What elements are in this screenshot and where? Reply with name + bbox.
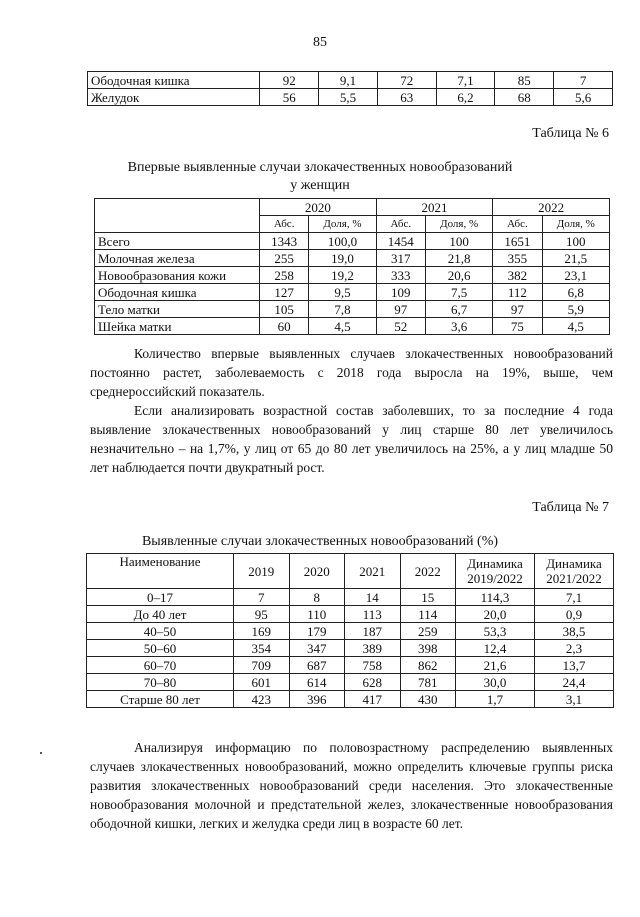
header-cell: 2020	[289, 554, 345, 589]
table6	[94, 198, 610, 335]
cell: 6,7	[425, 301, 492, 318]
cell: 1651	[493, 233, 542, 250]
table-row	[95, 284, 610, 301]
cell: 105	[260, 301, 309, 318]
cell: 109	[376, 284, 425, 301]
cell: 2,3	[535, 640, 614, 657]
cell: 628	[345, 674, 401, 691]
subheader-cell: Абс.	[260, 216, 309, 233]
cell: 97	[376, 301, 425, 318]
cell: 7,5	[425, 284, 492, 301]
cell: 601	[234, 674, 290, 691]
row-name: До 40 лет	[87, 606, 234, 623]
subheader-cell: Доля, %	[309, 216, 376, 233]
paragraph-2: Если анализировать возрастной состав заболевших, то за последние 4 года выявление злокачественных новообразований у лиц старше 80 лет увеличилось незначительно – на 1,7%, у лиц от 65 до 80 лет увеличилось на 25%, а у лиц младше 50 лет наблюдается почти двукратный рост.	[90, 403, 613, 475]
table-row	[87, 640, 614, 657]
row-name: Молочная железа	[95, 250, 260, 267]
table-header-row	[87, 554, 614, 589]
cell: 100	[542, 233, 609, 250]
cell: 38,5	[535, 623, 614, 640]
table-row	[95, 233, 610, 250]
cell: 52	[376, 318, 425, 335]
cell: 21,6	[456, 657, 535, 674]
paragraph-1: Количество впервые выявленных случаев злокачественных новообразований постоянно растет, заболеваемость с 2018 года выросла на 19%, выше, чем среднероссийский показатель.	[90, 346, 613, 399]
row-name: Старше 80 лет	[87, 691, 234, 708]
cell: 9,1	[319, 72, 378, 89]
row-name: Шейка матки	[95, 318, 260, 335]
paragraph-3: Анализируя информацию по половозрастному распределению выявленных случаев злокачественных новообразований, можно определить ключевые группы риска развития злокачественных новообразований среди населения. Это злокачественные новообразования молочной и предстательной желез, злокачественные новообразования ободочной кишки, легких и желудка среди лиц в возрасте 60 лет.	[90, 740, 613, 831]
cell: 5,5	[319, 89, 378, 106]
continued-table	[87, 71, 613, 106]
cell: 7,1	[436, 72, 495, 89]
table6-label: Таблица № 6	[532, 126, 609, 141]
cell: 6,8	[542, 284, 609, 301]
cell: 21,8	[425, 250, 492, 267]
cell: 389	[345, 640, 401, 657]
row-name: Желудок	[88, 89, 260, 106]
cell: 30,0	[456, 674, 535, 691]
subheader-cell: Доля, %	[542, 216, 609, 233]
cell: 53,3	[456, 623, 535, 640]
subheader-cell: Абс.	[376, 216, 425, 233]
cell: 354	[234, 640, 290, 657]
table-row	[95, 267, 610, 284]
cell: 255	[260, 250, 309, 267]
cell: 13,7	[535, 657, 614, 674]
cell: 7	[554, 72, 613, 89]
cell: 85	[495, 72, 554, 89]
cell: 6,2	[436, 89, 495, 106]
cell: 56	[260, 89, 319, 106]
cell: 1343	[260, 233, 309, 250]
cell: 113	[345, 606, 401, 623]
header-year: 2022	[493, 199, 610, 216]
table-row	[95, 301, 610, 318]
cell: 417	[345, 691, 401, 708]
cell: 114	[400, 606, 456, 623]
table-row	[87, 674, 614, 691]
cell: 63	[377, 89, 436, 106]
row-name: 40–50	[87, 623, 234, 640]
header-cell: 2021	[345, 554, 401, 589]
header-year: 2021	[376, 199, 493, 216]
header-cell: Динамика 2021/2022	[535, 554, 614, 589]
cell: 60	[260, 318, 309, 335]
cell: 3,6	[425, 318, 492, 335]
table-header-row	[95, 199, 610, 216]
cell: 15	[400, 589, 456, 606]
cell: 179	[289, 623, 345, 640]
header-cell: 2019	[234, 554, 290, 589]
scan-mark	[40, 752, 42, 754]
cell: 24,4	[535, 674, 614, 691]
table7-title: Выявленные случаи злокачественных новообразований (%)	[141, 534, 499, 549]
cell: 21,5	[542, 250, 609, 267]
cell: 19,0	[309, 250, 376, 267]
cell: 95	[234, 606, 290, 623]
page-number: 85	[313, 35, 327, 50]
table-row	[87, 606, 614, 623]
table-row	[88, 72, 613, 89]
cell: 317	[376, 250, 425, 267]
cell: 1454	[376, 233, 425, 250]
header-cell: Динамика 2019/2022	[456, 554, 535, 589]
row-name: Всего	[95, 233, 260, 250]
cell: 258	[260, 267, 309, 284]
cell: 169	[234, 623, 290, 640]
cell: 709	[234, 657, 290, 674]
table-row	[87, 657, 614, 674]
cell: 114,3	[456, 589, 535, 606]
row-name: Ободочная кишка	[95, 284, 260, 301]
table-row	[88, 89, 613, 106]
cell: 112	[493, 284, 542, 301]
table-row	[95, 250, 610, 267]
cell: 781	[400, 674, 456, 691]
row-name: 0–17	[87, 589, 234, 606]
cell: 333	[376, 267, 425, 284]
cell: 92	[260, 72, 319, 89]
table7-label: Таблица № 7	[532, 500, 609, 515]
cell: 68	[495, 89, 554, 106]
cell: 423	[234, 691, 290, 708]
cell: 127	[260, 284, 309, 301]
cell: 382	[493, 267, 542, 284]
cell: 355	[493, 250, 542, 267]
header-year: 2020	[260, 199, 377, 216]
cell: 4,5	[542, 318, 609, 335]
table6-title: Впервые выявленные случаи злокачественных новообразований	[127, 160, 513, 175]
cell: 430	[400, 691, 456, 708]
cell: 0,9	[535, 606, 614, 623]
cell: 14	[345, 589, 401, 606]
cell: 12,4	[456, 640, 535, 657]
cell: 7,1	[535, 589, 614, 606]
cell: 19,2	[309, 267, 376, 284]
row-name: Ободочная кишка	[88, 72, 260, 89]
cell: 97	[493, 301, 542, 318]
table-row	[95, 318, 610, 335]
cell: 75	[493, 318, 542, 335]
header-cell: 2022	[400, 554, 456, 589]
table7	[86, 553, 614, 708]
cell: 614	[289, 674, 345, 691]
cell: 5,6	[554, 89, 613, 106]
row-name: 70–80	[87, 674, 234, 691]
cell: 4,5	[309, 318, 376, 335]
cell: 3,1	[535, 691, 614, 708]
cell: 758	[345, 657, 401, 674]
cell: 7	[234, 589, 290, 606]
cell: 1,7	[456, 691, 535, 708]
cell: 100	[425, 233, 492, 250]
cell: 20,6	[425, 267, 492, 284]
cell: 5,9	[542, 301, 609, 318]
cell: 259	[400, 623, 456, 640]
row-name: Тело матки	[95, 301, 260, 318]
header-cell-empty	[95, 199, 260, 233]
cell: 7,8	[309, 301, 376, 318]
table-row	[87, 691, 614, 708]
cell: 72	[377, 72, 436, 89]
subheader-cell: Абс.	[493, 216, 542, 233]
row-name: Новообразования кожи	[95, 267, 260, 284]
cell: 347	[289, 640, 345, 657]
cell: 396	[289, 691, 345, 708]
row-name: 50–60	[87, 640, 234, 657]
cell: 9,5	[309, 284, 376, 301]
header-cell: Наименование	[87, 554, 234, 589]
cell: 100,0	[309, 233, 376, 250]
row-name: 60–70	[87, 657, 234, 674]
cell: 23,1	[542, 267, 609, 284]
cell: 398	[400, 640, 456, 657]
cell: 8	[289, 589, 345, 606]
cell: 187	[345, 623, 401, 640]
cell: 687	[289, 657, 345, 674]
table-row	[87, 623, 614, 640]
cell: 20,0	[456, 606, 535, 623]
cell: 110	[289, 606, 345, 623]
table-row	[87, 589, 614, 606]
table6-title-line2: у женщин	[290, 178, 350, 193]
cell: 862	[400, 657, 456, 674]
subheader-cell: Доля, %	[425, 216, 492, 233]
